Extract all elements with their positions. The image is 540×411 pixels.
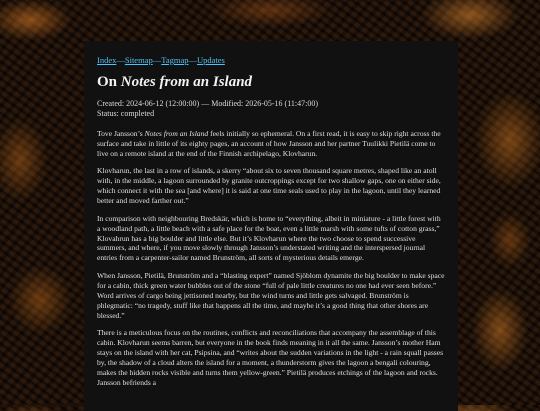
- meta-dash: —: [201, 99, 210, 108]
- nav-separator: —: [116, 55, 125, 65]
- paragraph: [97, 129, 445, 159]
- nav-link-sitemap[interactable]: Sitemap: [124, 55, 153, 65]
- paragraph: In comparison with neighbouring Bredskär, which is home to “everything, albeit in miniature - a little forest with a woodland path, a little beach with a safe place for the boat, even a little marsh with some tufts of cotton grass,” Klovahrun has a big boulder and little else. But it’s Klovharun where the two choose to spend successive summers, and where, if you move slowly through Jansson’s understated writing and the interspersed journal entries from a carpenter-sailor named Brunström, all sorts of mysterious details emerge.: [97, 213, 441, 263]
- page-title-prefix: On: [97, 74, 121, 90]
- status-value: completed: [120, 109, 155, 119]
- nav-breadcrumb: [97, 55, 445, 65]
- paragraph: There is a meticulous focus on the routines, conflicts and reconciliations that accompany the assemblage of this cabin. Klovharun seems barren, but everyone in the book finds meaning in it all the same. Jansson’s mother Ham stays on the island with her cat, Psipsina, and “writes about the sudden variations in the light - a rain squall passes by, the shadow of a cloud alters the island for a moment, a thunderstorm gives the lagoon a bengali colouring, makes the hidden rocks visible and turns them yellow-green.” Pietilä produces etchings of the lagoon and rocks. Jansson befriends a: [97, 328, 444, 387]
- nav-separator: —: [188, 55, 197, 65]
- nav-separator: —: [152, 55, 162, 65]
- paragraph: Klovharun, the last in a row of islands, a skerry “about six to seven thousand square metres, shaped like an atoll with, in the middle, a lagoon surrounded by granite outcroppings except for two shallow gaps, one on either side, which connect it with the sea [and where] it is said at one time seals used to play in the lagoon, until they learned better and moved farther out.”: [97, 166, 441, 205]
- nav-link-tagmap[interactable]: Tagmap: [161, 55, 189, 65]
- paragraph: When Jansson, Pietilä, Brunström and a “blasting expert” named Sjöblom dynamite the big boulder to make space for a cabin, thick green water bubbles out of the stone “full of pale little creatures no one had ever seen before.” Word arrives of cargo being jettisoned nearby, but the wind turns and little gets salvaged. Brunström is phlegmatic: “no tragedy, stuff like that happens all the time, and maybe it’s a good thing that other shores are blessed.”: [97, 271, 445, 320]
- page-metadata: [97, 99, 445, 120]
- modified-date: 2026-05-16 (11:47:00): [245, 99, 319, 108]
- paragraph-text: Tove Jansson’s: [97, 128, 145, 138]
- nav-link-index[interactable]: Index: [97, 55, 117, 65]
- book-title-italic: Notes from an Island: [144, 128, 209, 138]
- created-label: Created:: [97, 99, 125, 108]
- status-label: Status:: [97, 109, 119, 119]
- page-title: [97, 73, 445, 91]
- created-date: 2024-06-12 (12:00:00): [126, 99, 200, 108]
- article-panel: [84, 41, 458, 411]
- page-title-book: Notes from an Island: [120, 74, 253, 90]
- modified-label: Modified:: [211, 99, 244, 108]
- paragraph-text: feels initially so ephemeral. On a first read, it is easy to skip right across the surface and take in little of its eighty pages, an account of how Jansson and her partner Tuulikki Pietilä come to live on a remote island at the end of the Finnish archipelago, Klovharun.: [97, 128, 441, 158]
- nav-link-updates[interactable]: Updates: [196, 55, 225, 65]
